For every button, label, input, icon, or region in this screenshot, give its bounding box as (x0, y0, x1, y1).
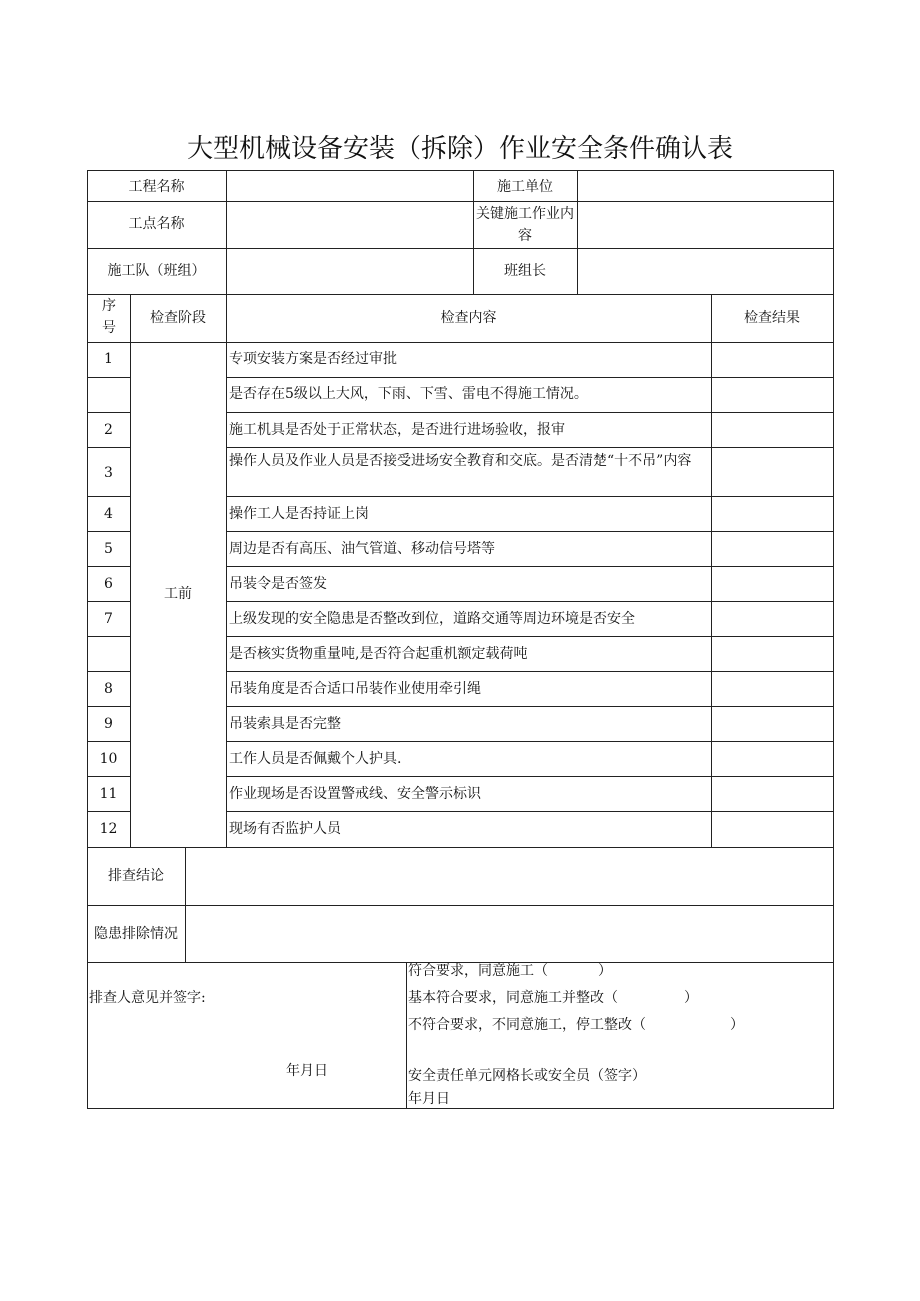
rule (226, 412, 834, 413)
rule (226, 377, 834, 378)
hazard-label: 隐患排除情况 (94, 926, 178, 942)
option-approve-rectify[interactable] (408, 987, 698, 1009)
team-leader-label: 班组长 (504, 263, 546, 279)
officer-date: 年月日 (408, 1091, 450, 1107)
paren: ） (598, 963, 612, 979)
option-approve-rectify-text: 基本符合要求，同意施工并整改（ (408, 990, 618, 1006)
row-content: 操作工人是否持证上岗 (229, 506, 369, 522)
row-content: 是否核实货物重量吨,是否符合起重机额定载荷吨 (229, 646, 528, 662)
conclusion-label: 排查结论 (108, 868, 164, 884)
row-content: 施工机具是否处于正常状态，是否进行进场验收，报审 (229, 422, 565, 438)
row-content: 操作人员及作业人员是否接受进场安全教育和交底。是否清楚“十不吊”内容 (229, 453, 692, 469)
option-approve-text: 符合要求，同意施工（ (408, 963, 548, 979)
row-number: 5 (104, 541, 113, 557)
row-content: 吊装令是否签发 (229, 576, 327, 592)
project-name-field[interactable] (226, 170, 473, 201)
row-number: 6 (104, 576, 113, 592)
rule (87, 671, 130, 672)
rule (406, 962, 407, 1109)
rule (87, 636, 130, 637)
page-title: 大型机械设备安装（拆除）作业安全条件确认表 (186, 134, 733, 164)
row-number: 9 (104, 716, 113, 732)
key-work-field[interactable] (577, 201, 833, 248)
row-number: 12 (99, 821, 118, 837)
confirmation-form (87, 170, 834, 1109)
rule (226, 496, 834, 497)
rule (87, 776, 130, 777)
rule (87, 377, 130, 378)
site-name-label: 工点名称 (128, 216, 185, 232)
site-name-field[interactable] (226, 201, 473, 248)
paren: ） (684, 990, 698, 1006)
team-label: 施工队（班组） (107, 263, 206, 279)
project-name-label: 工程名称 (128, 179, 185, 195)
rule (226, 706, 834, 707)
rule (226, 531, 834, 532)
row-number: 3 (104, 465, 113, 481)
rule (87, 412, 130, 413)
construction-unit-label: 施工单位 (497, 179, 553, 195)
rule (130, 294, 131, 847)
row-number: 11 (99, 786, 118, 802)
rule (87, 496, 130, 497)
row-content: 上级发现的安全隐患是否整改到位，道路交通等周边环境是否安全 (229, 611, 635, 627)
option-reject[interactable] (408, 1014, 744, 1036)
row-number: 10 (99, 751, 118, 767)
paren: ） (730, 1017, 744, 1033)
inspector-date: 年月日 (286, 1063, 328, 1079)
safety-officer-label: 安全责任单元网格长或安全员（签字） (408, 1068, 646, 1084)
rule (226, 811, 834, 812)
inspector-sign-label: 排查人意见并签字: (89, 990, 206, 1006)
rule (226, 636, 834, 637)
row-content: 是否存在5级以上大风，下雨、下雪、雷电不得施工情况。 (229, 386, 588, 402)
row-content: 周边是否有高压、油气管道、移动信号塔等 (229, 541, 495, 557)
rule (87, 706, 130, 707)
rule (226, 566, 834, 567)
row-number: 1 (104, 351, 113, 367)
col-result-header: 检查结果 (744, 310, 800, 326)
row-content: 吊装索具是否完整 (229, 716, 341, 732)
row-number: 4 (104, 506, 113, 522)
key-work-label: 关键施工作业内容 (476, 206, 574, 244)
row-content: 工作人员是否佩戴个人护具. (229, 751, 402, 767)
col-content-header: 检查内容 (440, 310, 497, 326)
rule (226, 671, 834, 672)
team-leader-field[interactable] (577, 248, 833, 294)
construction-unit-field[interactable] (577, 170, 833, 201)
rule (226, 447, 834, 448)
rule (226, 776, 834, 777)
rule (87, 601, 130, 602)
team-field[interactable] (226, 248, 473, 294)
rule (226, 741, 834, 742)
rule (226, 601, 834, 602)
row-number: 7 (104, 611, 113, 627)
row-content: 作业现场是否设置警戒线、安全警示标识 (229, 786, 481, 802)
rule (87, 531, 130, 532)
row-content: 吊装角度是否合适口吊装作业使用牵引绳 (229, 681, 481, 697)
row-content: 专项安装方案是否经过审批 (229, 351, 397, 367)
col-seq-header: 序号 (102, 298, 116, 336)
row-number: 2 (104, 422, 113, 438)
border-right (833, 170, 834, 1109)
col-stage-header: 检查阶段 (150, 310, 206, 326)
stage-cell: 工前 (164, 586, 192, 602)
row-content: 现场有否监护人员 (229, 821, 341, 837)
rule (87, 566, 130, 567)
conclusion-field[interactable] (185, 847, 833, 905)
hazard-field[interactable] (185, 905, 833, 962)
option-approve[interactable] (408, 960, 612, 982)
rule (87, 811, 130, 812)
border-left (87, 170, 88, 1109)
rule (87, 741, 130, 742)
border-bottom (87, 1108, 834, 1109)
rule (87, 342, 834, 343)
row-number: 8 (104, 681, 113, 697)
rule (87, 294, 834, 295)
option-reject-text: 不符合要求，不同意施工，停工整改（ (408, 1017, 646, 1033)
rule (87, 447, 130, 448)
